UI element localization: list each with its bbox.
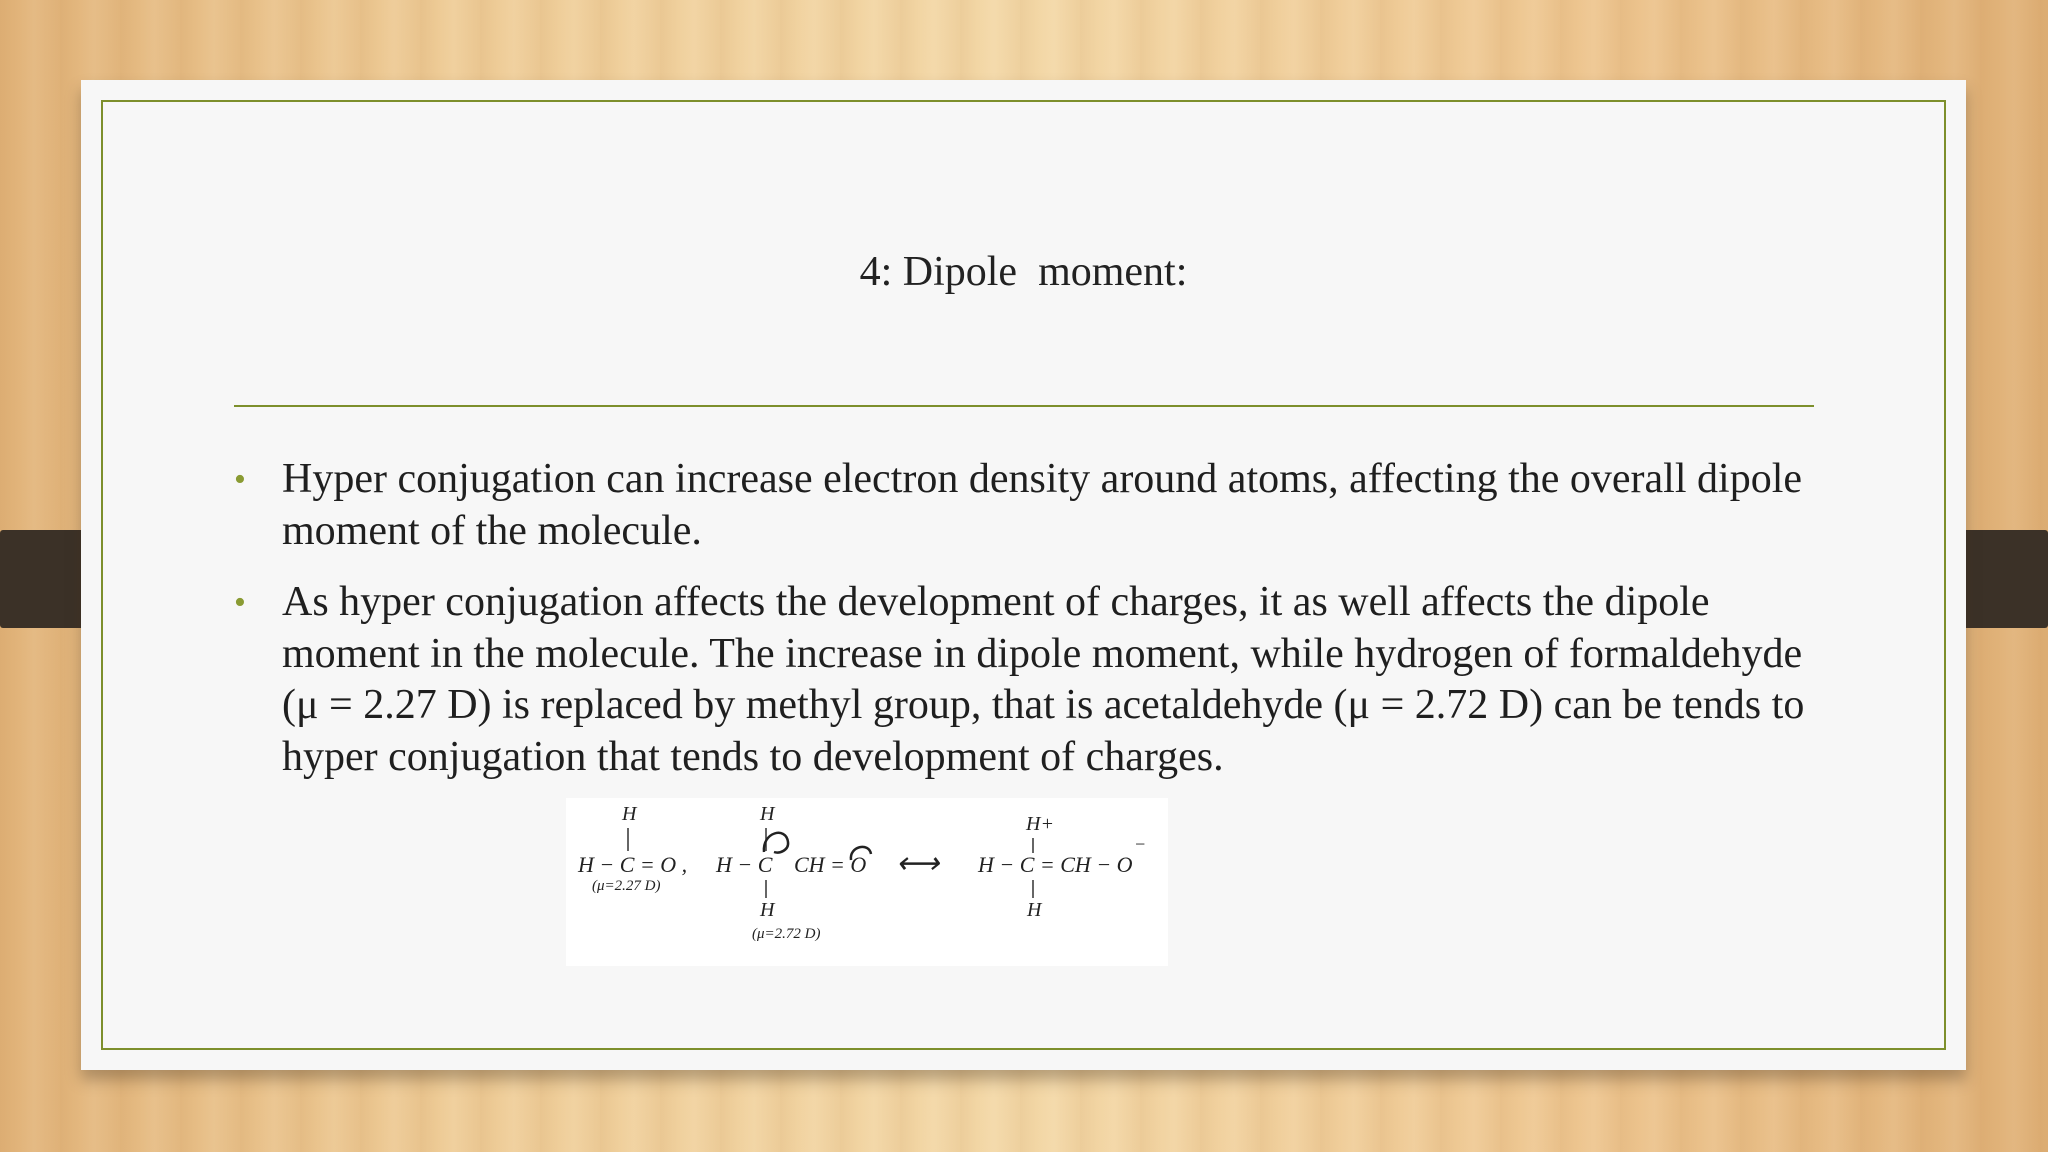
negative-charge: −: [1134, 834, 1147, 854]
resonance-bottom-h: H: [1027, 899, 1042, 921]
bullet-item: [234, 454, 1834, 557]
formaldehyde-top-h: H: [622, 803, 637, 825]
slide-title: 4: Dipole moment:: [859, 249, 1188, 295]
formaldehyde-dipole: (μ=2.27 D): [592, 878, 661, 894]
bullet-list: [234, 454, 1834, 803]
bullet-item: [234, 577, 1834, 783]
bullet-icon: •: [234, 584, 246, 621]
acetaldehyde-bottom-h: H: [760, 899, 775, 921]
slide: [81, 80, 1966, 1070]
bullet-icon: •: [234, 461, 246, 498]
bullet-text: Hyper conjugation can increase electron density around atoms, affecting the overall dipole moment of the molecule.: [282, 456, 1802, 554]
formaldehyde-formula: H − C = O ,: [578, 852, 688, 877]
resonance-formula: H − C = CH − O: [978, 852, 1133, 877]
title-divider: [234, 405, 1814, 407]
bullet-text: As hyper conjugation affects the development of charges, it as well affects the dipole moment in the molecule. The increase in dipole moment, while hydrogen of formaldehyde (μ = 2.27 D) is replaced by methyl group, that is acetaldehyde (μ = 2.72 D) can be tends to hyper conjugation that tends to development of charges.: [282, 579, 1805, 780]
acetaldehyde-top-h: H: [760, 803, 775, 825]
resonance-top-h: H+: [1026, 813, 1054, 835]
acetaldehyde-dipole: (μ=2.72 D): [752, 926, 821, 942]
hyperconjugation-structure-image: [566, 798, 1168, 966]
resonance-arrow-icon: ⟷: [896, 847, 940, 880]
structure-diagram: [566, 798, 1168, 966]
curved-arrow-icon: [764, 833, 788, 853]
acetaldehyde-carbonyl: CH = O: [794, 852, 867, 877]
acetaldehyde-formula: H − C: [716, 852, 773, 877]
